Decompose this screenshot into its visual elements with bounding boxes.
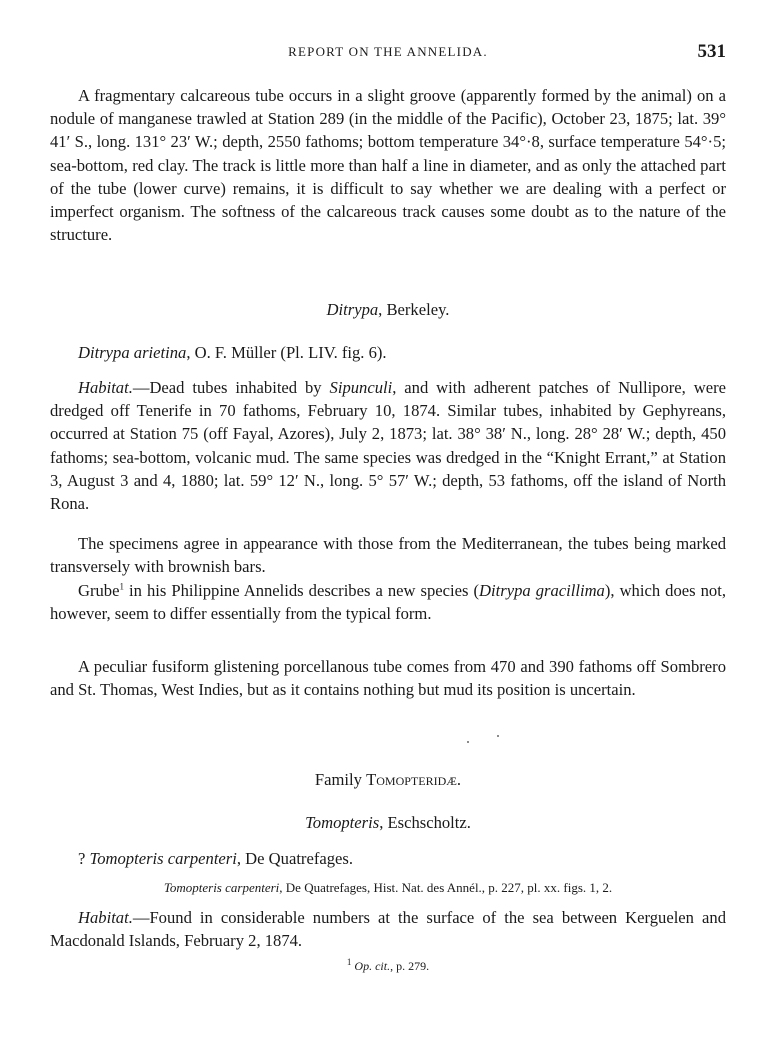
habitat-label: Habitat. (78, 378, 133, 397)
paragraph-habitat-ditrypa (50, 376, 726, 515)
grube-species-italic: Ditrypa gracillima (479, 581, 605, 600)
species-name: Tomopteris carpenteri (89, 849, 237, 868)
reference-name: Tomopteris carpenteri (163, 880, 280, 895)
family-name: Tomopteridæ. (366, 770, 462, 789)
habitat-text: —Found in considerable numbers at the surface of the sea between Kerguelen and Macdonald Islands, February 2, 1874. (50, 908, 726, 951)
family-prefix: Family (314, 770, 367, 789)
habitat-label: Habitat. (78, 908, 133, 927)
species-heading-tomopteris-carpenteri (78, 849, 353, 869)
species-name: Ditrypa arietina (78, 343, 187, 362)
species-heading-ditrypa-arietina (78, 343, 387, 363)
species-query-mark: ? (78, 849, 90, 868)
family-heading-tomopteridae (50, 770, 726, 790)
speck-mark (497, 735, 499, 737)
paragraph-specimens: The specimens agree in appearance with those from the Mediterranean, the tubes being marked transversely with brownish bars. (50, 534, 726, 577)
grube-text-c: ), which does not, however, seem to differ essentially from the typical form. (50, 581, 726, 624)
footnote-italic: Op. cit. (354, 959, 391, 973)
grube-text-a: Grube (78, 581, 120, 600)
synonymy-reference (50, 880, 726, 896)
genus-name: Tomopteris (305, 813, 380, 832)
habitat-text-c: , and with adherent patches of Nullipore, were dredged off Tenerife in 70 fathoms, February 10, 1874. Similar tubes, inhabited by Gephyreans, occurred at Station 75 (off Fayal, Azores), July 2, 1873; lat. 38° 38′ N., long. 28° 28′ W.; depth, 450 fathoms; sea-bottom, volcanic mud. The same species was dredged in the “Knight Errant,” at Station 3, August 3 and 4, 1880; lat. 59° 12′ N., long. 5° 57′ W.; depth, 53 fathoms, off the island of North Rona. (50, 378, 726, 514)
genus-author: , Eschscholtz. (379, 813, 471, 832)
paragraph-grube (50, 579, 726, 625)
species-author: , O. F. Müller (Pl. LIV. fig. 6). (186, 343, 387, 362)
footnote-number: 1 (346, 957, 352, 967)
genus-name: Ditrypa (326, 300, 379, 319)
genus-heading-tomopteris (50, 813, 726, 833)
species-author: , De Quatrefages. (236, 849, 353, 868)
speck-mark (467, 741, 469, 743)
habitat-italic-sipunculi: Sipunculi (329, 378, 393, 397)
genus-heading-ditrypa (50, 300, 726, 320)
reference-text: , De Quatrefages, Hist. Nat. des Annél., p. 227, pl. xx. figs. 1, 2. (279, 880, 613, 895)
paragraph-fusiform-tube: A peculiar fusiform glistening porcellanous tube comes from 470 and 390 fathoms off Sombrero and St. Thomas, West Indies, but as it contains nothing but mud its position is uncertain. (50, 657, 726, 700)
footnote (50, 959, 726, 974)
paragraph-fragmentary-tube: A fragmentary calcareous tube occurs in a slight groove (apparently formed by the animal) on a nodule of manganese trawled at Station 289 (in the middle of the Pacific), October 23, 1875; lat. 39° 41′ S., long. 131° 23′ W.; depth, 2550 fathoms; bottom temperature 34°·8, surface temperature 54°·5; sea-bottom, red clay. The track is little more than half a line in diameter, and as only the attached part of the tube (lower curve) remains, it is difficult to say whether we are dealing with a perfect or imperfect organism. The softness of the calcareous track causes some doubt as to the nature of the structure. (50, 86, 726, 245)
footnote-marker: 1 (119, 581, 124, 592)
genus-author: , Berkeley. (378, 300, 450, 319)
running-head: REPORT ON THE ANNELIDA. (288, 44, 488, 59)
paragraph-habitat-tomopteris (50, 906, 726, 952)
page-header (50, 41, 726, 66)
grube-text-b: in his Philippine Annelids describes a new species ( (123, 581, 480, 600)
habitat-text-a: —Dead tubes inhabited by (132, 378, 330, 397)
footnote-text: , p. 279. (390, 959, 430, 973)
page-number: 531 (697, 41, 726, 62)
